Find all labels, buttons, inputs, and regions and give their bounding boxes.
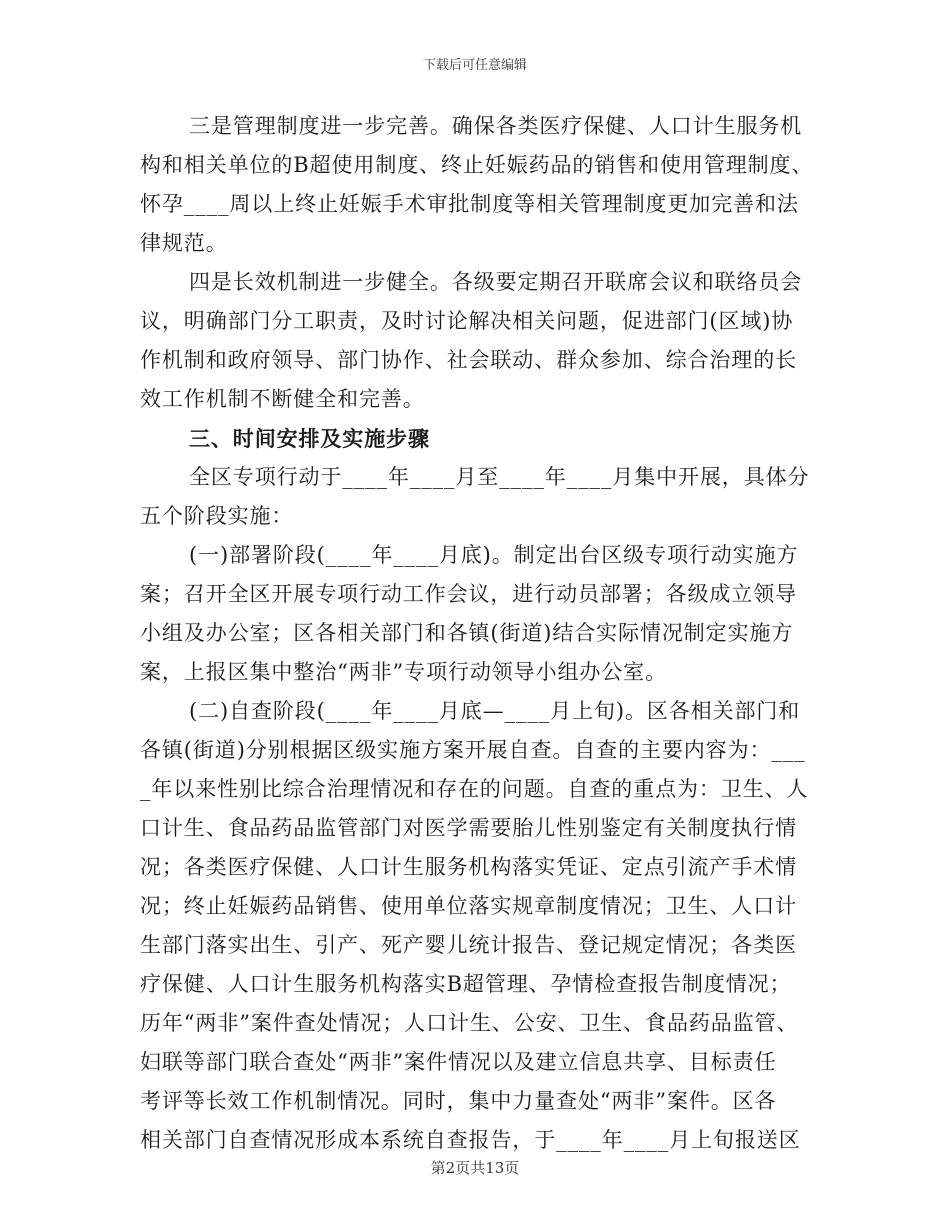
paragraph-line: 怀孕____周以上终止妊娠手术审批制度等相关管理制度更加完善和法 bbox=[140, 192, 799, 216]
paragraph-line: 相关部门自查情况形成本系统自查报告，于____年____月上旬报送区 bbox=[140, 1128, 801, 1152]
paragraph-line: 各镇(街道)分别根据区级实施方案开展自查。自查的主要内容为：___ bbox=[140, 738, 806, 762]
paragraph-line: 构和相关单位的B超使用制度、终止妊娠药品的销售和使用管理制度、 bbox=[140, 153, 814, 177]
paragraph-line: 况；终止妊娠药品销售、使用单位落实规章制度情况；卫生、人口计 bbox=[140, 894, 797, 918]
paragraph-line: _年以来性别比综合治理情况和存在的问题。自查的重点为：卫生、人 bbox=[140, 777, 809, 801]
paragraph-line: 案；召开全区开展专项行动工作会议，进行动员部署；各级成立领导 bbox=[140, 582, 797, 606]
paragraph-line: 四是长效机制进一步健全。各级要定期召开联席会议和联络员会 bbox=[189, 270, 803, 294]
paragraph-line: 律规范。 bbox=[140, 231, 228, 255]
paragraph-line: 三是管理制度进一步完善。确保各类医疗保健、人口计生服务机 bbox=[189, 114, 803, 138]
paragraph-line: 案，上报区集中整治“两非”专项行动领导小组办公室。 bbox=[140, 660, 667, 684]
paragraph-line: 历年“两非”案件查处情况；人口计生、公安、卫生、食品药品监管、 bbox=[140, 1011, 799, 1035]
paragraph-line: 况；各类医疗保健、人口计生服务机构落实凭证、定点引流产手术情 bbox=[140, 855, 797, 879]
page-header: 下载后可任意编辑 bbox=[422, 58, 527, 73]
paragraph-line: 小组及办公室；区各相关部门和各镇(街道)结合实际情况制定实施方 bbox=[140, 621, 794, 645]
paragraph-line: 五个阶段实施： bbox=[140, 504, 294, 528]
paragraph-line: 议，明确部门分工职责，及时讨论解决相关问题，促进部门(区域)协 bbox=[140, 309, 794, 333]
paragraph-line: 生部门落实出生、引产、死产婴儿统计报告、登记规定情况；各类医 bbox=[140, 933, 797, 957]
section-heading: 三、时间安排及实施步骤 bbox=[189, 426, 430, 451]
paragraph-line: 效工作机制不断健全和完善。 bbox=[140, 387, 425, 411]
paragraph-line: 口计生、食品药品监管部门对医学需要胎儿性别鉴定有关制度执行情 bbox=[140, 816, 797, 840]
paragraph-line: 作机制和政府领导、部门协作、社会联动、群众参加、综合治理的长 bbox=[140, 348, 797, 372]
paragraph-line: 考评等长效工作机制情况。同时，集中力量查处“两非”案件。区各 bbox=[140, 1089, 777, 1113]
document-body bbox=[140, 107, 814, 1160]
paragraph-line: 疗保健、人口计生服务机构落实B超管理、孕情检查报告制度情况； bbox=[140, 972, 792, 996]
paragraph-line: 全区专项行动于____年____月至____年____月集中开展，具体分 bbox=[189, 465, 810, 489]
page-footer: 第2页共13页 bbox=[430, 1159, 520, 1177]
paragraph-line: 妇联等部门联合查处“两非”案件情况以及建立信息共享、目标责任 bbox=[140, 1050, 777, 1074]
paragraph-line: (二)自查阶段(____年____月底—____月上旬)。区各相关部门和 bbox=[189, 699, 801, 723]
paragraph-line: (一)部署阶段(____年____月底)。制定出台区级专项行动实施方 bbox=[189, 543, 799, 567]
